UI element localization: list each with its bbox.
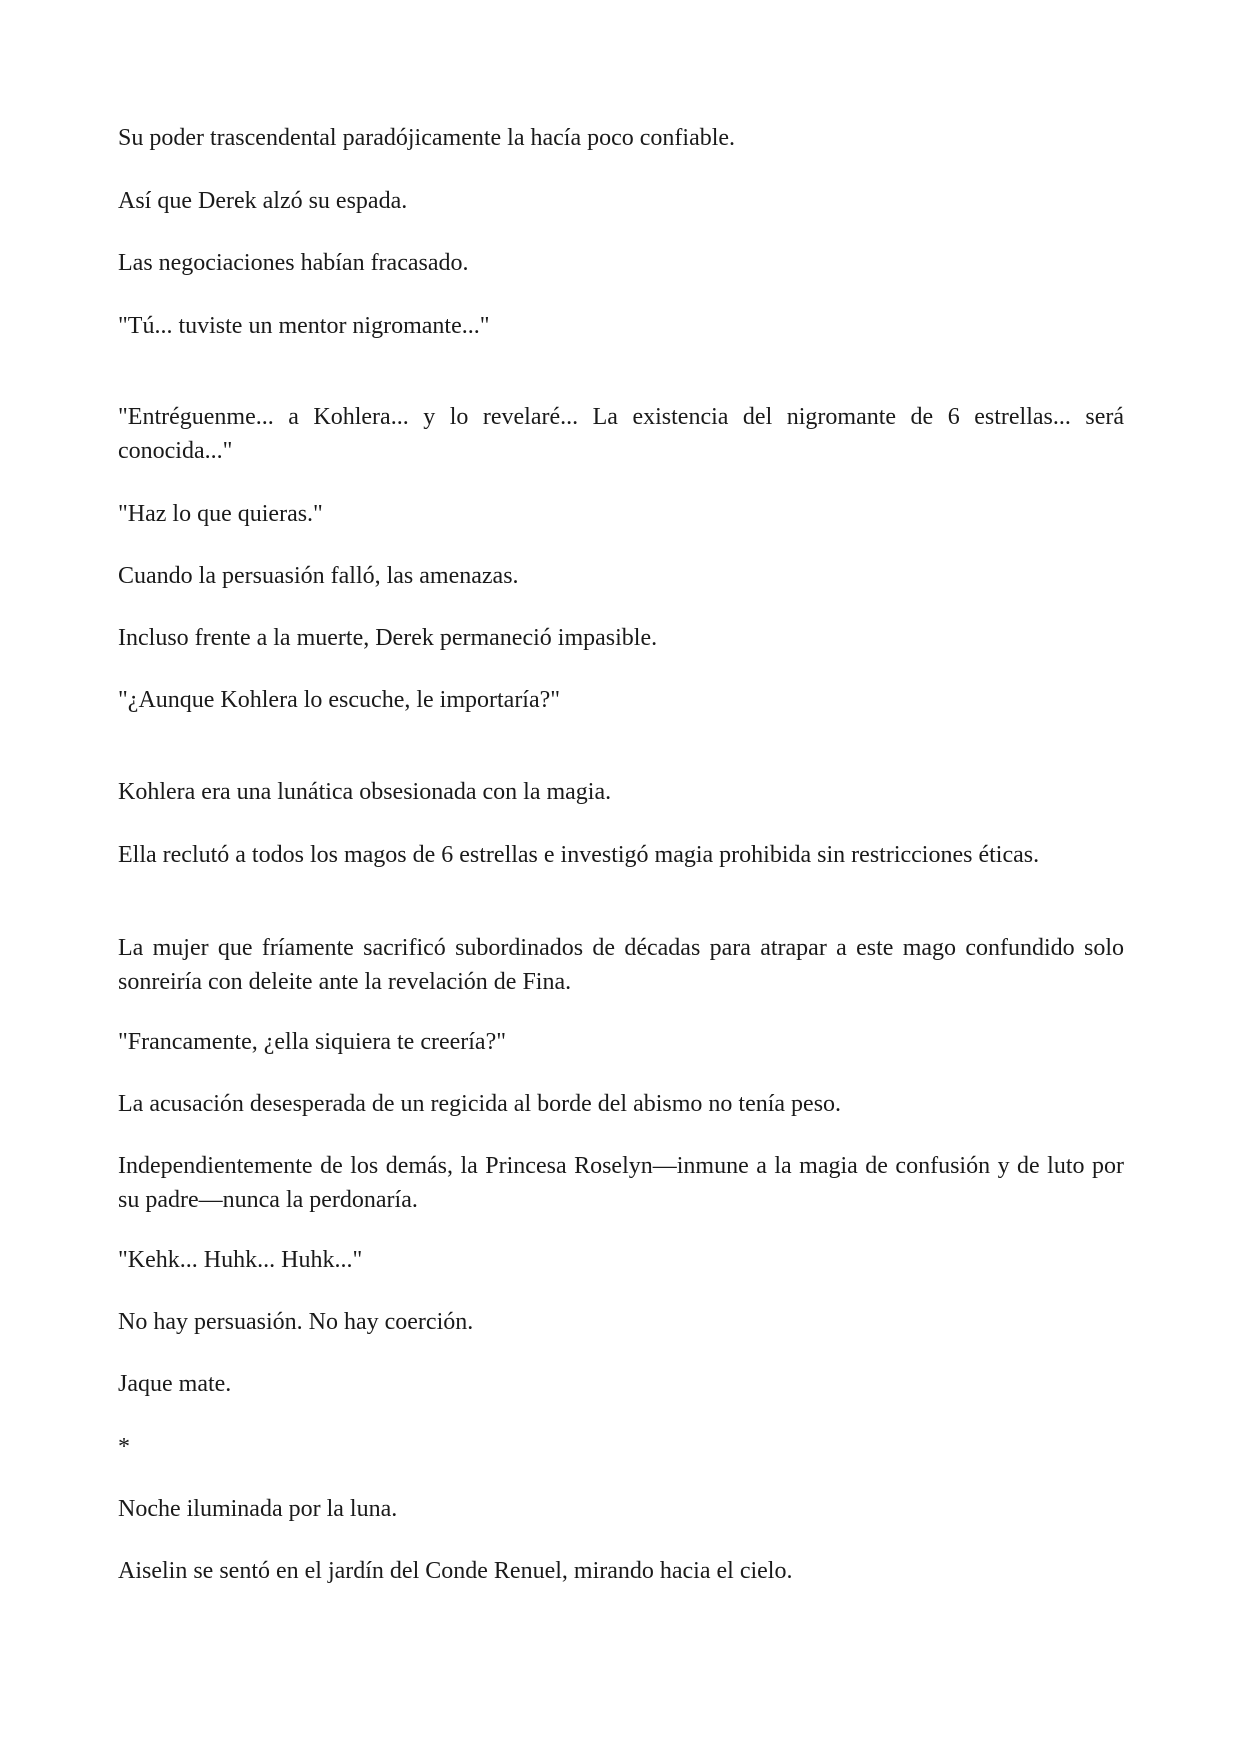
paragraph: "Entréguenme... a Kohlera... y lo revelaré... La existencia del nigromante de 6 estrellas... será conocida...": [118, 404, 1124, 464]
paragraph: Noche iluminada por la luna.: [118, 1496, 398, 1522]
paragraph: "¿Aunque Kohlera lo escuche, le importaría?": [118, 687, 561, 713]
scene-break: *: [118, 1434, 130, 1460]
paragraph: La acusación desesperada de un regicida al borde del abismo no tenía peso.: [118, 1091, 842, 1117]
paragraph: Kohlera era una lunática obsesionada con la magia.: [118, 779, 612, 805]
paragraph: No hay persuasión. No hay coerción.: [118, 1309, 474, 1335]
paragraph: Aiselin se sentó en el jardín del Conde Renuel, mirando hacia el cielo.: [118, 1558, 793, 1584]
paragraph: Jaque mate.: [118, 1371, 232, 1397]
paragraph: "Haz lo que quieras.": [118, 501, 323, 527]
paragraph: Su poder trascendental paradójicamente la hacía poco confiable.: [118, 125, 736, 151]
paragraph: Cuando la persuasión falló, las amenazas.: [118, 563, 519, 589]
paragraph: "Tú... tuviste un mentor nigromante...": [118, 313, 490, 339]
paragraph: Incluso frente a la muerte, Derek permaneció impasible.: [118, 625, 658, 651]
paragraph: "Kehk... Huhk... Huhk...": [118, 1247, 363, 1273]
paragraph: La mujer que fríamente sacrificó subordinados de décadas para atrapar a este mago confundido solo sonreiría con deleite ante la revelación de Fina.: [118, 935, 1124, 995]
paragraph: Así que Derek alzó su espada.: [118, 188, 408, 214]
paragraph: Ella reclutó a todos los magos de 6 estrellas e investigó magia prohibida sin restricciones éticas.: [118, 842, 1040, 868]
paragraph: Las negociaciones habían fracasado.: [118, 250, 469, 276]
paragraph: "Francamente, ¿ella siquiera te creería?": [118, 1029, 507, 1055]
paragraph: Independientemente de los demás, la Princesa Roselyn—inmune a la magia de confusión y de luto por su padre—nunca la perdonaría.: [118, 1153, 1124, 1213]
